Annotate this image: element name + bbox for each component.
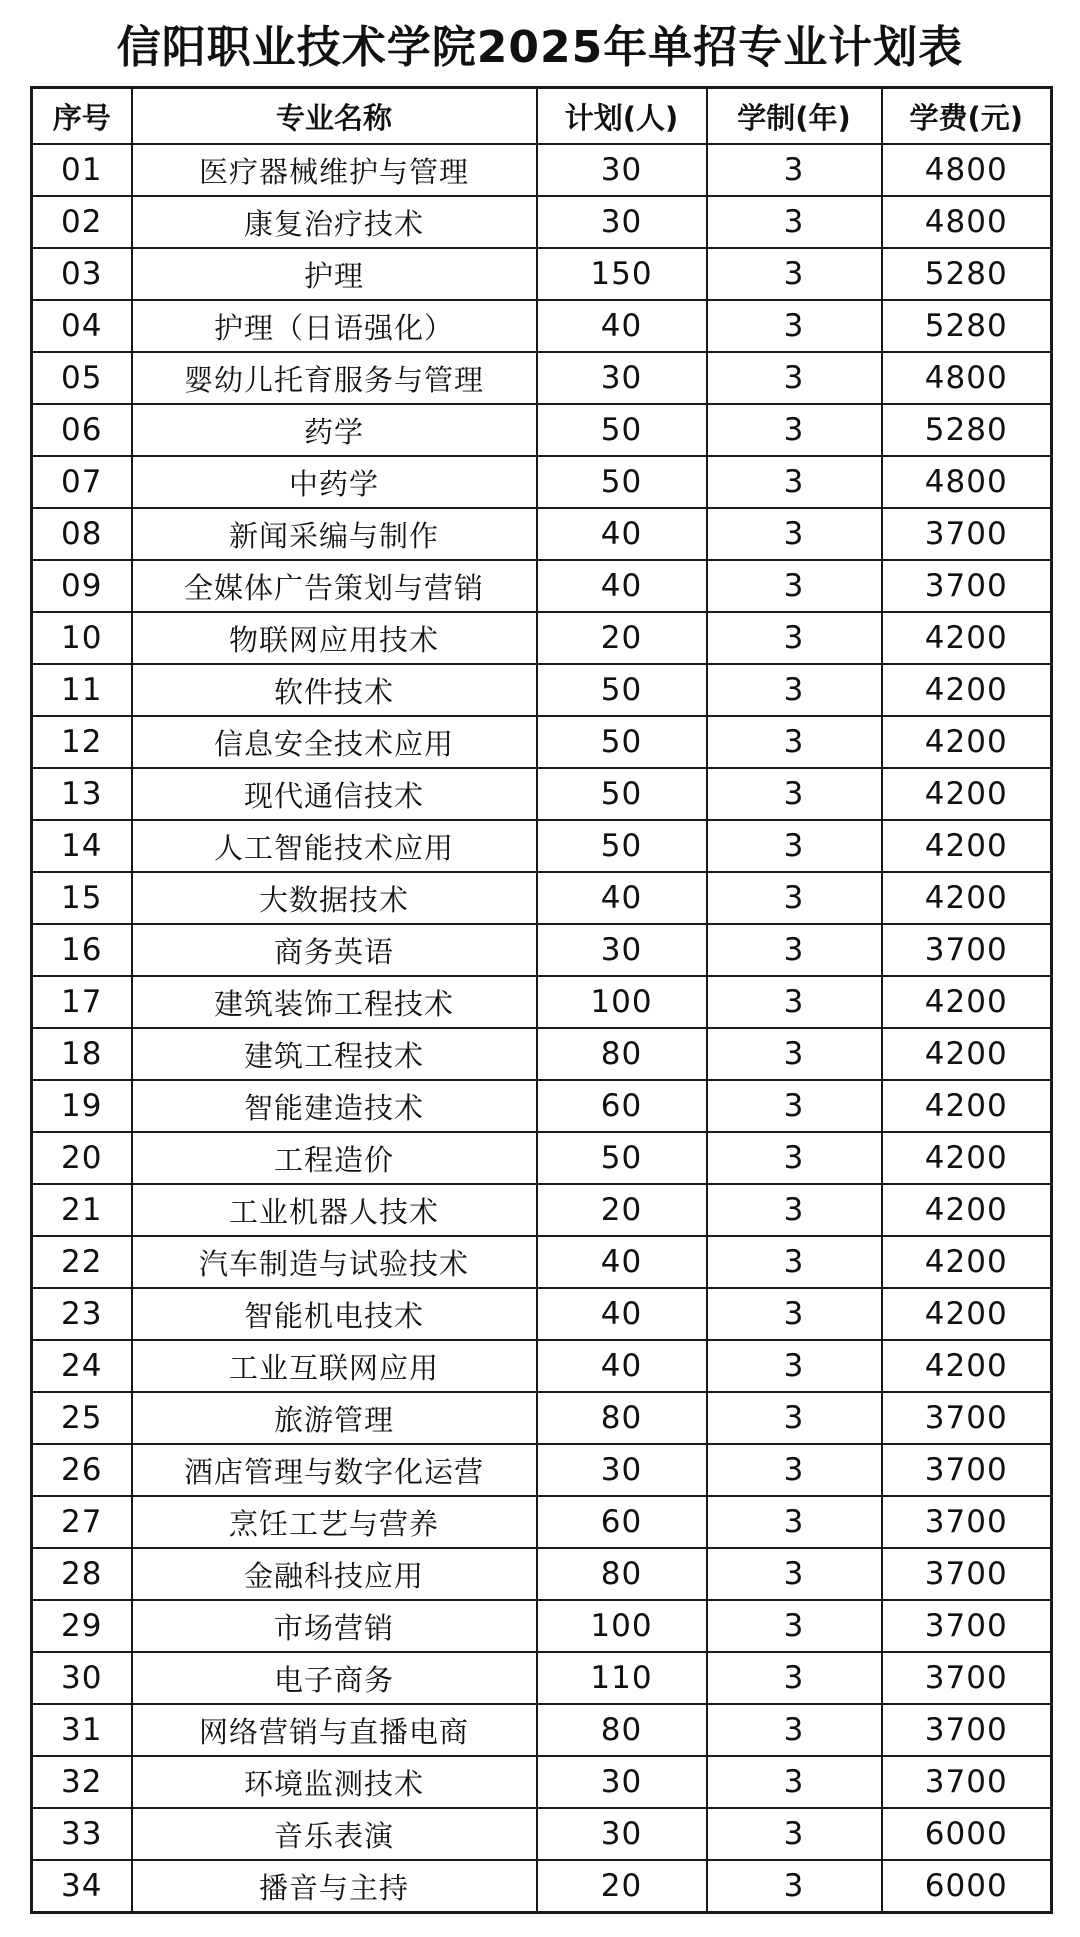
cell-plan: 30 [537, 1444, 707, 1496]
cell-years: 3 [707, 664, 882, 716]
cell-index: 06 [32, 404, 132, 456]
cell-major: 播音与主持 [132, 1860, 537, 1913]
cell-index: 22 [32, 1236, 132, 1288]
cell-plan: 20 [537, 1860, 707, 1913]
cell-years: 3 [707, 1756, 882, 1808]
cell-major: 软件技术 [132, 664, 537, 716]
cell-years: 3 [707, 404, 882, 456]
cell-plan: 150 [537, 248, 707, 300]
cell-index: 14 [32, 820, 132, 872]
column-header-major: 专业名称 [132, 88, 537, 145]
cell-index: 26 [32, 1444, 132, 1496]
cell-major: 烹饪工艺与营养 [132, 1496, 537, 1548]
cell-index: 09 [32, 560, 132, 612]
cell-fee: 3700 [882, 560, 1052, 612]
cell-plan: 80 [537, 1392, 707, 1444]
table-row [32, 716, 1052, 768]
cell-years: 3 [707, 352, 882, 404]
cell-years: 3 [707, 1652, 882, 1704]
cell-years: 3 [707, 1392, 882, 1444]
cell-years: 3 [707, 1028, 882, 1080]
cell-years: 3 [707, 976, 882, 1028]
cell-fee: 4200 [882, 1184, 1052, 1236]
cell-index: 16 [32, 924, 132, 976]
cell-plan: 50 [537, 1132, 707, 1184]
column-header-plan: 计划(人) [537, 88, 707, 145]
cell-index: 23 [32, 1288, 132, 1340]
table-row [32, 1236, 1052, 1288]
page-title: 信阳职业技术学院2025年单招专业计划表 [116, 22, 964, 73]
table-row [32, 1392, 1052, 1444]
table-row [32, 1600, 1052, 1652]
table-row [32, 560, 1052, 612]
cell-plan: 50 [537, 820, 707, 872]
cell-index: 24 [32, 1340, 132, 1392]
cell-years: 3 [707, 1548, 882, 1600]
cell-years: 3 [707, 1288, 882, 1340]
cell-years: 3 [707, 1236, 882, 1288]
cell-index: 15 [32, 872, 132, 924]
cell-plan: 50 [537, 404, 707, 456]
cell-plan: 30 [537, 1756, 707, 1808]
table-header-row [32, 88, 1052, 145]
cell-plan: 40 [537, 300, 707, 352]
cell-fee: 3700 [882, 1444, 1052, 1496]
cell-fee: 4200 [882, 1288, 1052, 1340]
cell-index: 19 [32, 1080, 132, 1132]
cell-years: 3 [707, 716, 882, 768]
cell-years: 3 [707, 508, 882, 560]
cell-index: 29 [32, 1600, 132, 1652]
table-row [32, 1340, 1052, 1392]
cell-major: 新闻采编与制作 [132, 508, 537, 560]
cell-index: 08 [32, 508, 132, 560]
table-row [32, 352, 1052, 404]
cell-years: 3 [707, 872, 882, 924]
table-row [32, 976, 1052, 1028]
cell-plan: 40 [537, 1288, 707, 1340]
cell-fee: 3700 [882, 1392, 1052, 1444]
cell-plan: 40 [537, 872, 707, 924]
table-row [32, 1028, 1052, 1080]
cell-fee: 4800 [882, 196, 1052, 248]
cell-years: 3 [707, 1444, 882, 1496]
cell-plan: 40 [537, 560, 707, 612]
cell-index: 01 [32, 144, 132, 196]
cell-index: 05 [32, 352, 132, 404]
cell-major: 康复治疗技术 [132, 196, 537, 248]
cell-years: 3 [707, 1860, 882, 1913]
cell-fee: 4200 [882, 1080, 1052, 1132]
table-row [32, 196, 1052, 248]
cell-major: 物联网应用技术 [132, 612, 537, 664]
cell-plan: 100 [537, 1600, 707, 1652]
column-header-years: 学制(年) [707, 88, 882, 145]
cell-major: 商务英语 [132, 924, 537, 976]
cell-years: 3 [707, 1132, 882, 1184]
cell-fee: 4200 [882, 1132, 1052, 1184]
table-row [32, 1808, 1052, 1860]
cell-major: 工业机器人技术 [132, 1184, 537, 1236]
cell-index: 13 [32, 768, 132, 820]
cell-years: 3 [707, 196, 882, 248]
table-row [32, 1288, 1052, 1340]
cell-index: 33 [32, 1808, 132, 1860]
table-body [32, 144, 1052, 1913]
cell-fee: 4200 [882, 716, 1052, 768]
cell-years: 3 [707, 1184, 882, 1236]
cell-years: 3 [707, 560, 882, 612]
cell-plan: 60 [537, 1496, 707, 1548]
cell-years: 3 [707, 1080, 882, 1132]
cell-plan: 80 [537, 1704, 707, 1756]
cell-fee: 3700 [882, 924, 1052, 976]
table-row [32, 456, 1052, 508]
cell-major: 环境监测技术 [132, 1756, 537, 1808]
cell-plan: 40 [537, 1340, 707, 1392]
cell-years: 3 [707, 456, 882, 508]
cell-plan: 50 [537, 664, 707, 716]
cell-plan: 50 [537, 456, 707, 508]
cell-years: 3 [707, 768, 882, 820]
cell-fee: 3700 [882, 1496, 1052, 1548]
table-row [32, 612, 1052, 664]
cell-years: 3 [707, 300, 882, 352]
cell-plan: 20 [537, 1184, 707, 1236]
cell-plan: 30 [537, 196, 707, 248]
cell-index: 03 [32, 248, 132, 300]
cell-major: 现代通信技术 [132, 768, 537, 820]
cell-years: 3 [707, 1808, 882, 1860]
cell-index: 30 [32, 1652, 132, 1704]
cell-plan: 20 [537, 612, 707, 664]
cell-fee: 3700 [882, 1756, 1052, 1808]
table-row [32, 1080, 1052, 1132]
cell-years: 3 [707, 612, 882, 664]
cell-years: 3 [707, 1340, 882, 1392]
cell-fee: 4800 [882, 144, 1052, 196]
cell-major: 智能建造技术 [132, 1080, 537, 1132]
cell-major: 全媒体广告策划与营销 [132, 560, 537, 612]
cell-years: 3 [707, 1704, 882, 1756]
cell-major: 人工智能技术应用 [132, 820, 537, 872]
cell-index: 28 [32, 1548, 132, 1600]
cell-index: 12 [32, 716, 132, 768]
table-row [32, 508, 1052, 560]
cell-fee: 4200 [882, 664, 1052, 716]
cell-major: 药学 [132, 404, 537, 456]
cell-fee: 3700 [882, 1652, 1052, 1704]
cell-plan: 40 [537, 508, 707, 560]
cell-years: 3 [707, 820, 882, 872]
cell-index: 27 [32, 1496, 132, 1548]
cell-index: 20 [32, 1132, 132, 1184]
cell-major: 建筑装饰工程技术 [132, 976, 537, 1028]
cell-fee: 4200 [882, 976, 1052, 1028]
cell-major: 中药学 [132, 456, 537, 508]
cell-fee: 3700 [882, 1704, 1052, 1756]
cell-major: 旅游管理 [132, 1392, 537, 1444]
table-row [32, 820, 1052, 872]
enrollment-plan-table [30, 86, 1053, 1914]
cell-index: 21 [32, 1184, 132, 1236]
cell-fee: 3700 [882, 1548, 1052, 1600]
table-row [32, 1652, 1052, 1704]
cell-index: 17 [32, 976, 132, 1028]
cell-years: 3 [707, 144, 882, 196]
table-row [32, 1444, 1052, 1496]
table-row [32, 144, 1052, 196]
cell-plan: 30 [537, 1808, 707, 1860]
cell-years: 3 [707, 248, 882, 300]
table-row [32, 872, 1052, 924]
cell-fee: 4200 [882, 768, 1052, 820]
table-row [32, 1184, 1052, 1236]
table-row [32, 1860, 1052, 1913]
cell-years: 3 [707, 1600, 882, 1652]
cell-index: 07 [32, 456, 132, 508]
table-row [32, 404, 1052, 456]
cell-major: 市场营销 [132, 1600, 537, 1652]
cell-fee: 4200 [882, 820, 1052, 872]
cell-index: 25 [32, 1392, 132, 1444]
table-row [32, 1132, 1052, 1184]
cell-plan: 30 [537, 144, 707, 196]
cell-index: 32 [32, 1756, 132, 1808]
cell-major: 音乐表演 [132, 1808, 537, 1860]
cell-plan: 100 [537, 976, 707, 1028]
cell-fee: 4200 [882, 1236, 1052, 1288]
cell-index: 10 [32, 612, 132, 664]
table-row [32, 664, 1052, 716]
cell-fee: 4800 [882, 352, 1052, 404]
cell-fee: 4800 [882, 456, 1052, 508]
cell-major: 智能机电技术 [132, 1288, 537, 1340]
cell-major: 建筑工程技术 [132, 1028, 537, 1080]
cell-fee: 4200 [882, 872, 1052, 924]
table-row [32, 1548, 1052, 1600]
cell-plan: 60 [537, 1080, 707, 1132]
cell-fee: 6000 [882, 1808, 1052, 1860]
cell-plan: 40 [537, 1236, 707, 1288]
cell-major: 护理 [132, 248, 537, 300]
table-row [32, 1756, 1052, 1808]
table-row [32, 300, 1052, 352]
cell-major: 酒店管理与数字化运营 [132, 1444, 537, 1496]
cell-major: 婴幼儿托育服务与管理 [132, 352, 537, 404]
cell-years: 3 [707, 924, 882, 976]
cell-fee: 5280 [882, 300, 1052, 352]
cell-fee: 4200 [882, 1340, 1052, 1392]
table-row [32, 248, 1052, 300]
cell-major: 金融科技应用 [132, 1548, 537, 1600]
cell-plan: 110 [537, 1652, 707, 1704]
table-row [32, 924, 1052, 976]
cell-index: 31 [32, 1704, 132, 1756]
cell-plan: 50 [537, 768, 707, 820]
cell-fee: 3700 [882, 1600, 1052, 1652]
cell-years: 3 [707, 1496, 882, 1548]
table-row [32, 1704, 1052, 1756]
cell-index: 11 [32, 664, 132, 716]
cell-major: 医疗器械维护与管理 [132, 144, 537, 196]
table-row [32, 768, 1052, 820]
cell-plan: 30 [537, 352, 707, 404]
cell-index: 18 [32, 1028, 132, 1080]
cell-plan: 80 [537, 1028, 707, 1080]
cell-index: 02 [32, 196, 132, 248]
cell-major: 信息安全技术应用 [132, 716, 537, 768]
cell-major: 汽车制造与试验技术 [132, 1236, 537, 1288]
table-row [32, 1496, 1052, 1548]
cell-major: 网络营销与直播电商 [132, 1704, 537, 1756]
cell-major: 护理（日语强化） [132, 300, 537, 352]
column-header-index: 序号 [32, 88, 132, 145]
cell-fee: 4200 [882, 612, 1052, 664]
cell-major: 电子商务 [132, 1652, 537, 1704]
cell-major: 工业互联网应用 [132, 1340, 537, 1392]
cell-major: 大数据技术 [132, 872, 537, 924]
cell-fee: 5280 [882, 404, 1052, 456]
cell-index: 04 [32, 300, 132, 352]
cell-fee: 4200 [882, 1028, 1052, 1080]
cell-major: 工程造价 [132, 1132, 537, 1184]
cell-fee: 6000 [882, 1860, 1052, 1913]
cell-fee: 5280 [882, 248, 1052, 300]
cell-plan: 30 [537, 924, 707, 976]
cell-fee: 3700 [882, 508, 1052, 560]
cell-plan: 80 [537, 1548, 707, 1600]
cell-index: 34 [32, 1860, 132, 1913]
cell-plan: 50 [537, 716, 707, 768]
column-header-fee: 学费(元) [882, 88, 1052, 145]
